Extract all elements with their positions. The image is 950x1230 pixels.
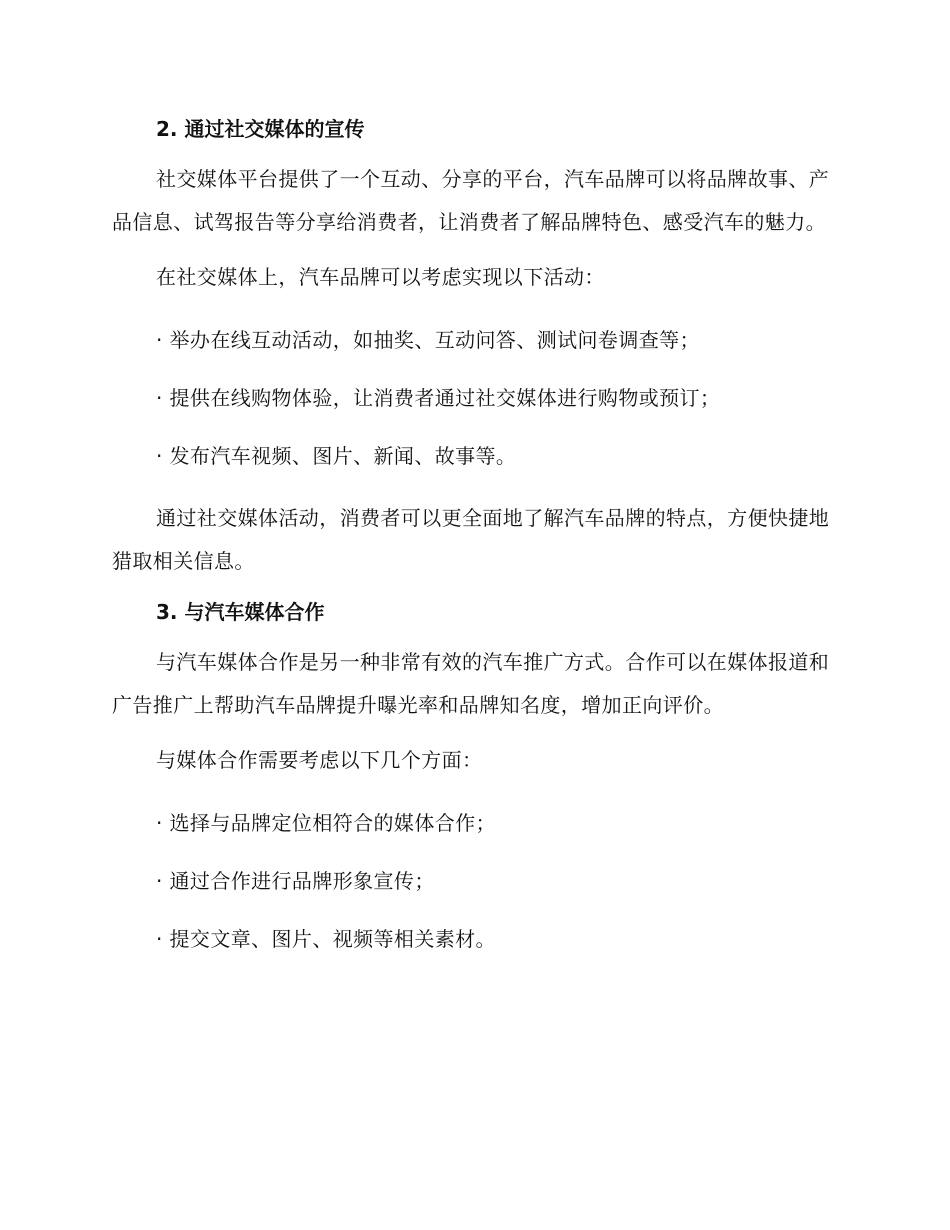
bullet-item: · 提交文章、图片、视频等相关素材。 [156, 927, 496, 951]
paragraph-media-intro: 与汽车媒体合作是另一种非常有效的汽车推广方式。合作可以在媒体报道和广告推广上帮助汽车品牌提升曝光率和品牌知名度，增加正向评价。 [112, 650, 830, 717]
bullet-item: · 通过合作进行品牌形象宣传； [156, 869, 435, 893]
paragraph-media-lead: 与媒体合作需要考虑以下几个方面： [156, 748, 483, 772]
section-heading-social-media: 2. 通过社交媒体的宣传 [156, 117, 365, 141]
bullet-item: · 发布汽车视频、图片、新闻、故事等。 [156, 444, 517, 468]
bullet-item: · 提供在线购物体验，让消费者通过社交媒体进行购物或预订； [156, 386, 721, 410]
section-heading-auto-media: 3. 与汽车媒体合作 [156, 600, 325, 624]
document-page [112, 112, 834, 956]
bullet-item: · 选择与品牌定位相符合的媒体合作； [156, 811, 496, 835]
paragraph-social-lead: 在社交媒体上，汽车品牌可以考虑实现以下活动： [156, 265, 605, 289]
bullet-item: · 举办在线互动活动，如抽奖、互动问答、测试问卷调查等； [156, 328, 700, 352]
paragraph-social-intro: 社交媒体平台提供了一个互动、分享的平台，汽车品牌可以将品牌故事、产品信息、试驾报告等分享给消费者，让消费者了解品牌特色、感受汽车的魅力。 [112, 167, 830, 234]
paragraph-social-closing: 通过社交媒体活动，消费者可以更全面地了解汽车品牌的特点，方便快捷地猎取相关信息。 [112, 506, 830, 573]
